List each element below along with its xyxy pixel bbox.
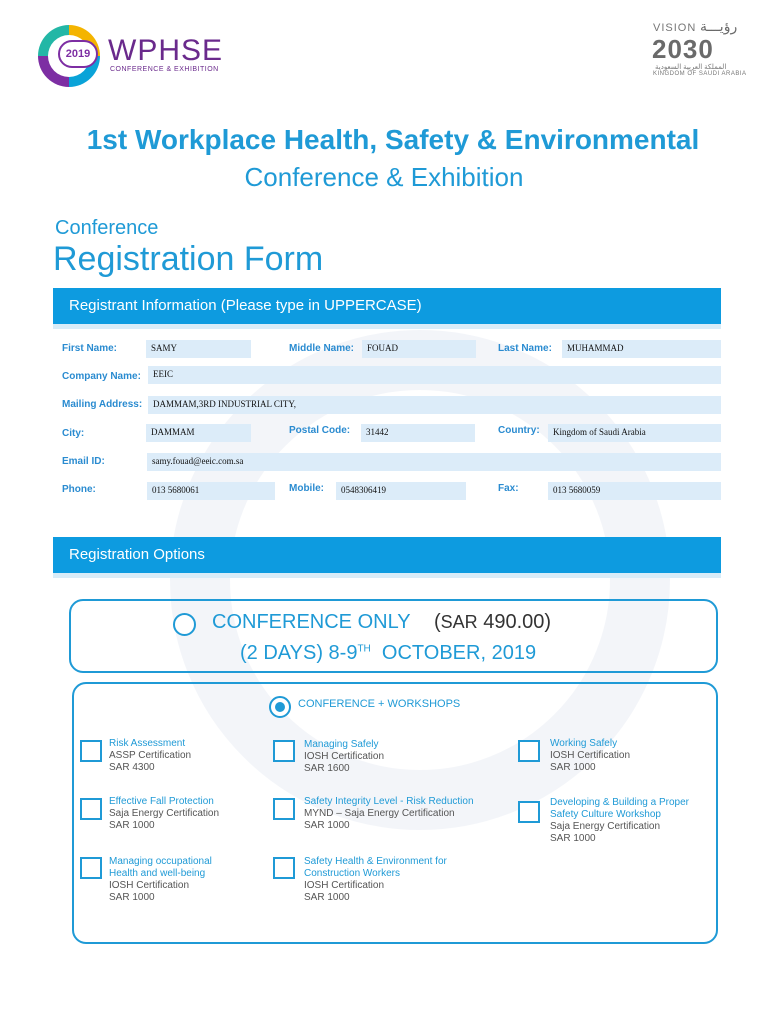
form-title: Registration Form bbox=[53, 240, 324, 278]
workshop-checkbox[interactable] bbox=[518, 740, 540, 762]
vision-arabic-kingdom: المملكة العربية السعودية bbox=[655, 64, 727, 71]
mobile-field[interactable]: 0548306419 bbox=[336, 482, 466, 500]
company-name-label: Company Name: bbox=[62, 371, 141, 382]
mailing-address-label: Mailing Address: bbox=[62, 399, 143, 410]
workshop-title: Safety Culture Workshop bbox=[550, 809, 661, 820]
conference-only-radio[interactable] bbox=[173, 613, 196, 636]
email-label: Email ID: bbox=[62, 456, 105, 467]
workshop-certification: IOSH Certification bbox=[304, 880, 385, 891]
mailing-address-field[interactable]: DAMMAM,3RD INDUSTRIAL CITY, bbox=[148, 396, 721, 414]
price-amount: 490.00 bbox=[483, 611, 545, 633]
email-field[interactable]: samy.fouad@eeic.com.sa bbox=[147, 453, 721, 471]
mobile-label: Mobile: bbox=[289, 483, 324, 494]
fax-field[interactable]: 013 5680059 bbox=[548, 482, 721, 500]
logo-tagline: CONFERENCE & EXHIBITION bbox=[110, 66, 219, 73]
workshop-title: Developing & Building a Proper bbox=[550, 797, 689, 808]
event-title: 1st Workplace Health, Safety & Environmental bbox=[86, 124, 700, 155]
middle-name-label: Middle Name: bbox=[289, 343, 355, 354]
conference-dates: (2 DAYS) 8-9TH OCTOBER, 2019 bbox=[240, 642, 537, 664]
workshop-title: Managing Safely bbox=[304, 739, 379, 750]
workshop-certification: IOSH Certification bbox=[550, 750, 631, 761]
workshop-price: SAR 1000 bbox=[550, 762, 596, 773]
last-name-label: Last Name: bbox=[498, 343, 552, 354]
workshop-checkbox[interactable] bbox=[518, 801, 540, 823]
workshop-title: Construction Workers bbox=[304, 868, 400, 879]
workshop-price: SAR 4300 bbox=[109, 762, 155, 773]
workshop-price: SAR 1000 bbox=[109, 820, 155, 831]
phone-field[interactable]: 013 5680061 bbox=[147, 482, 275, 500]
workshop-title: Effective Fall Protection bbox=[109, 796, 214, 807]
fax-label: Fax: bbox=[498, 483, 519, 494]
vision-arabic: رؤيـــة bbox=[700, 18, 738, 34]
conference-only-price: (SAR 490.00) bbox=[434, 611, 552, 633]
company-name-field[interactable]: EEIC bbox=[148, 366, 721, 384]
workshop-checkbox[interactable] bbox=[80, 857, 102, 879]
workshop-checkbox[interactable] bbox=[273, 740, 295, 762]
price-currency: SAR bbox=[440, 612, 478, 632]
middle-name-field[interactable]: FOUAD bbox=[362, 340, 476, 358]
workshop-certification: Saja Energy Certification bbox=[550, 821, 661, 832]
form-subtitle: Conference bbox=[55, 217, 159, 239]
conference-workshops-label: CONFERENCE + WORKSHOPS bbox=[298, 698, 461, 710]
workshop-price: SAR 1000 bbox=[304, 892, 350, 903]
vision-kingdom: KINGDOM OF SAUDI ARABIA bbox=[653, 71, 747, 77]
workshop-title: Safety Health & Environment for bbox=[304, 856, 447, 867]
workshop-title: Safety Integrity Level - Risk Reduction bbox=[304, 796, 474, 807]
workshop-certification: IOSH Certification bbox=[109, 880, 190, 891]
first-name-field[interactable]: SAMY bbox=[146, 340, 251, 358]
conference-workshops-radio[interactable] bbox=[269, 696, 291, 718]
city-label: City: bbox=[62, 428, 85, 439]
workshop-price: SAR 1000 bbox=[109, 892, 155, 903]
workshop-checkbox[interactable] bbox=[80, 740, 102, 762]
workshop-certification: MYND – Saja Energy Certification bbox=[304, 808, 455, 819]
options-section-header: Registration Options bbox=[53, 537, 721, 573]
workshop-certification: Saja Energy Certification bbox=[109, 808, 220, 819]
workshop-title: Risk Assessment bbox=[109, 738, 186, 749]
vision-year: 2030 bbox=[652, 34, 714, 64]
postal-code-label: Postal Code: bbox=[289, 425, 351, 436]
workshop-price: SAR 1000 bbox=[550, 833, 596, 844]
last-name-field[interactable]: MUHAMMAD bbox=[562, 340, 721, 358]
postal-code-field[interactable]: 31442 bbox=[361, 424, 475, 442]
phone-label: Phone: bbox=[62, 484, 96, 495]
workshop-price: SAR 1600 bbox=[304, 763, 350, 774]
workshop-title: Managing occupational bbox=[109, 856, 212, 867]
workshop-price: SAR 1000 bbox=[304, 820, 350, 831]
registrant-section-header: Registrant Information (Please type in UPPERCASE) bbox=[53, 288, 721, 324]
country-field[interactable]: Kingdom of Saudi Arabia bbox=[548, 424, 721, 442]
city-field[interactable]: DAMMAM bbox=[146, 424, 251, 442]
logo-year: 2019 bbox=[58, 40, 98, 68]
workshop-certification: ASSP Certification bbox=[109, 750, 192, 761]
country-label: Country: bbox=[498, 425, 540, 436]
event-subtitle: Conference & Exhibition bbox=[244, 162, 524, 192]
workshop-checkbox[interactable] bbox=[273, 857, 295, 879]
conference-only-label: CONFERENCE ONLY bbox=[212, 611, 411, 633]
vision-word: VISION bbox=[653, 22, 697, 34]
first-name-label: First Name: bbox=[62, 343, 118, 354]
workshop-checkbox[interactable] bbox=[273, 798, 295, 820]
logo-brand: WPHSE bbox=[108, 34, 224, 67]
workshop-certification: IOSH Certification bbox=[304, 751, 385, 762]
workshop-title: Working Safely bbox=[550, 738, 618, 749]
workshop-checkbox[interactable] bbox=[80, 798, 102, 820]
workshop-title: Health and well-being bbox=[109, 868, 206, 879]
